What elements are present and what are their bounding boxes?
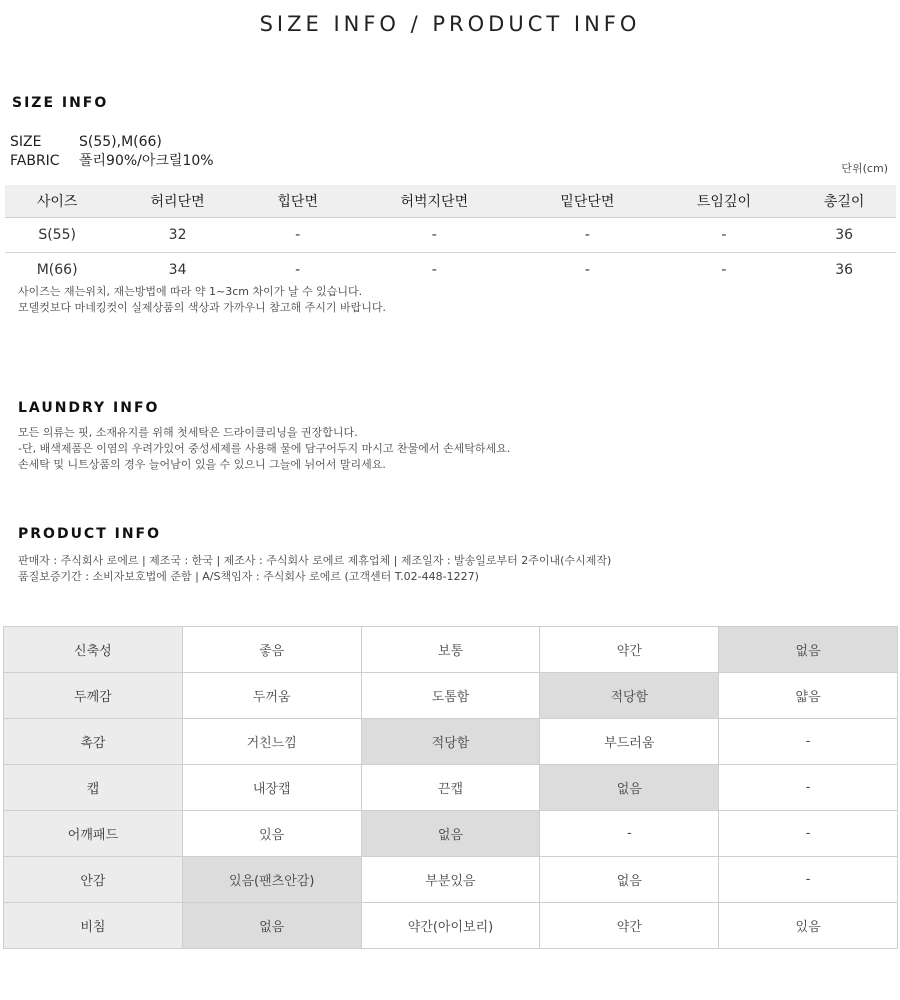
table-row: [5, 218, 896, 253]
size-cell: S(55): [5, 218, 109, 253]
fabric-option: 도톰함: [361, 673, 540, 719]
fabric-option: 거친느낌: [182, 719, 361, 765]
size-value: S(55),M(66): [79, 134, 162, 150]
fabric-option: -: [719, 765, 898, 811]
fabric-option: 좋음: [182, 627, 361, 673]
fabric-row-label: 어깨패드: [4, 811, 183, 857]
size-cell: -: [584, 262, 590, 278]
fabric-option: 보통: [361, 627, 540, 673]
size-cell: -: [431, 262, 437, 278]
size-notes: [18, 284, 386, 316]
size-label: SIZE: [10, 134, 42, 150]
fabric-option: -: [719, 719, 898, 765]
fabric-property-table: [3, 626, 898, 949]
fabric-option: 부분있음: [361, 857, 540, 903]
fabric-option: 끈캡: [361, 765, 540, 811]
size-col-header: 트임깊이: [656, 185, 793, 218]
product-line: 판매자 : 주식회사 로에르 | 제조국 : 한국 | 제조사 : 주식회사 로에르 제휴업체 | 제조일자 : 발송일로부터 2주이내(수시제작): [18, 554, 612, 567]
table-row: [5, 253, 896, 288]
fabric-value: 폴리90%/아크릴10%: [79, 153, 214, 169]
size-col-header: 허리단면: [109, 185, 246, 218]
size-col-header: 사이즈: [5, 185, 109, 218]
size-cell: -: [519, 218, 656, 253]
laundry-notes: [18, 425, 510, 473]
fabric-option: 내장캡: [182, 765, 361, 811]
fabric-option-selected: 없음: [182, 903, 361, 949]
table-row: [4, 627, 898, 673]
size-table-header: [5, 185, 896, 218]
size-col-header: 허벅지단면: [350, 185, 520, 218]
laundry-info-title: LAUNDRY INFO: [18, 400, 160, 416]
fabric-option: 두꺼움: [182, 673, 361, 719]
fabric-row-label: 캡: [4, 765, 183, 811]
size-cell: -: [656, 218, 793, 253]
table-row: [4, 765, 898, 811]
fabric-option: -: [719, 857, 898, 903]
fabric-option-selected: 있음(팬츠안감): [182, 857, 361, 903]
fabric-option-selected: 적당함: [540, 673, 719, 719]
size-cell: 36: [835, 262, 854, 278]
fabric-option-selected: 없음: [719, 627, 898, 673]
size-col-header: 밑단단면: [519, 185, 656, 218]
table-row: [4, 811, 898, 857]
fabric-option-selected: 적당함: [361, 719, 540, 765]
fabric-option: 얇음: [719, 673, 898, 719]
size-col-header: 힙단면: [246, 185, 350, 218]
product-line: 품질보증기간 : 소비자보호법에 준함 | A/S책임자 : 주식회사 로에르 (고객센터 T.02-448-1227): [18, 570, 479, 583]
size-cell: -: [350, 218, 520, 253]
fabric-row-label: 촉감: [4, 719, 183, 765]
fabric-option: 있음: [182, 811, 361, 857]
laundry-line: 손세탁 및 니트상품의 경우 늘어남이 있을 수 있으니 그늘에 뉘어서 말리세요.: [18, 458, 386, 471]
table-row: [4, 673, 898, 719]
product-info-title: PRODUCT INFO: [18, 526, 162, 542]
laundry-line: -단, 배색제품은 이염의 우려가있어 중성세제를 사용해 물에 담구어두지 마시고 찬물에서 손세탁하세요.: [18, 442, 511, 455]
table-row: [4, 903, 898, 949]
fabric-option-selected: 없음: [361, 811, 540, 857]
size-table: [5, 185, 896, 287]
fabric-row-label: 신축성: [4, 627, 183, 673]
fabric-option: 약간: [540, 903, 719, 949]
size-cell: -: [721, 262, 727, 278]
size-note-line: 사이즈는 재는위치, 재는방법에 따라 약 1~3cm 차이가 날 수 있습니다.: [18, 285, 363, 298]
product-notes: [18, 553, 611, 585]
size-info-title: SIZE INFO: [12, 95, 109, 111]
laundry-line: 모든 의류는 핏, 소재유지를 위해 첫세탁은 드라이클리닝을 권장합니다.: [18, 426, 358, 439]
fabric-label: FABRIC: [10, 153, 60, 169]
table-row: [4, 719, 898, 765]
fabric-row-label: 안감: [4, 857, 183, 903]
unit-label: 단위(cm): [841, 162, 888, 175]
fabric-option: 있음: [719, 903, 898, 949]
fabric-option: 없음: [540, 857, 719, 903]
size-cell: -: [295, 262, 301, 278]
size-cell: 36: [792, 218, 896, 253]
size-cell: M(66): [36, 262, 78, 278]
fabric-spec: [10, 150, 214, 170]
size-cell: 34: [168, 262, 187, 278]
size-col-header: 총길이: [792, 185, 896, 218]
fabric-option-selected: 없음: [540, 765, 719, 811]
fabric-row-label: 비침: [4, 903, 183, 949]
size-spec: [10, 134, 162, 150]
fabric-option: 약간: [540, 627, 719, 673]
page-title: SIZE INFO / PRODUCT INFO: [259, 12, 641, 36]
fabric-option: -: [540, 811, 719, 857]
fabric-row-label: 두께감: [4, 673, 183, 719]
size-cell: 32: [109, 218, 246, 253]
fabric-option: 부드러움: [540, 719, 719, 765]
size-note-line: 모델컷보다 마네킹컷이 실제상품의 색상과 가까우니 참고해 주시기 바랍니다.: [18, 301, 387, 314]
fabric-option: -: [719, 811, 898, 857]
table-row: [4, 857, 898, 903]
size-cell: -: [246, 218, 350, 253]
fabric-option: 약간(아이보리): [361, 903, 540, 949]
